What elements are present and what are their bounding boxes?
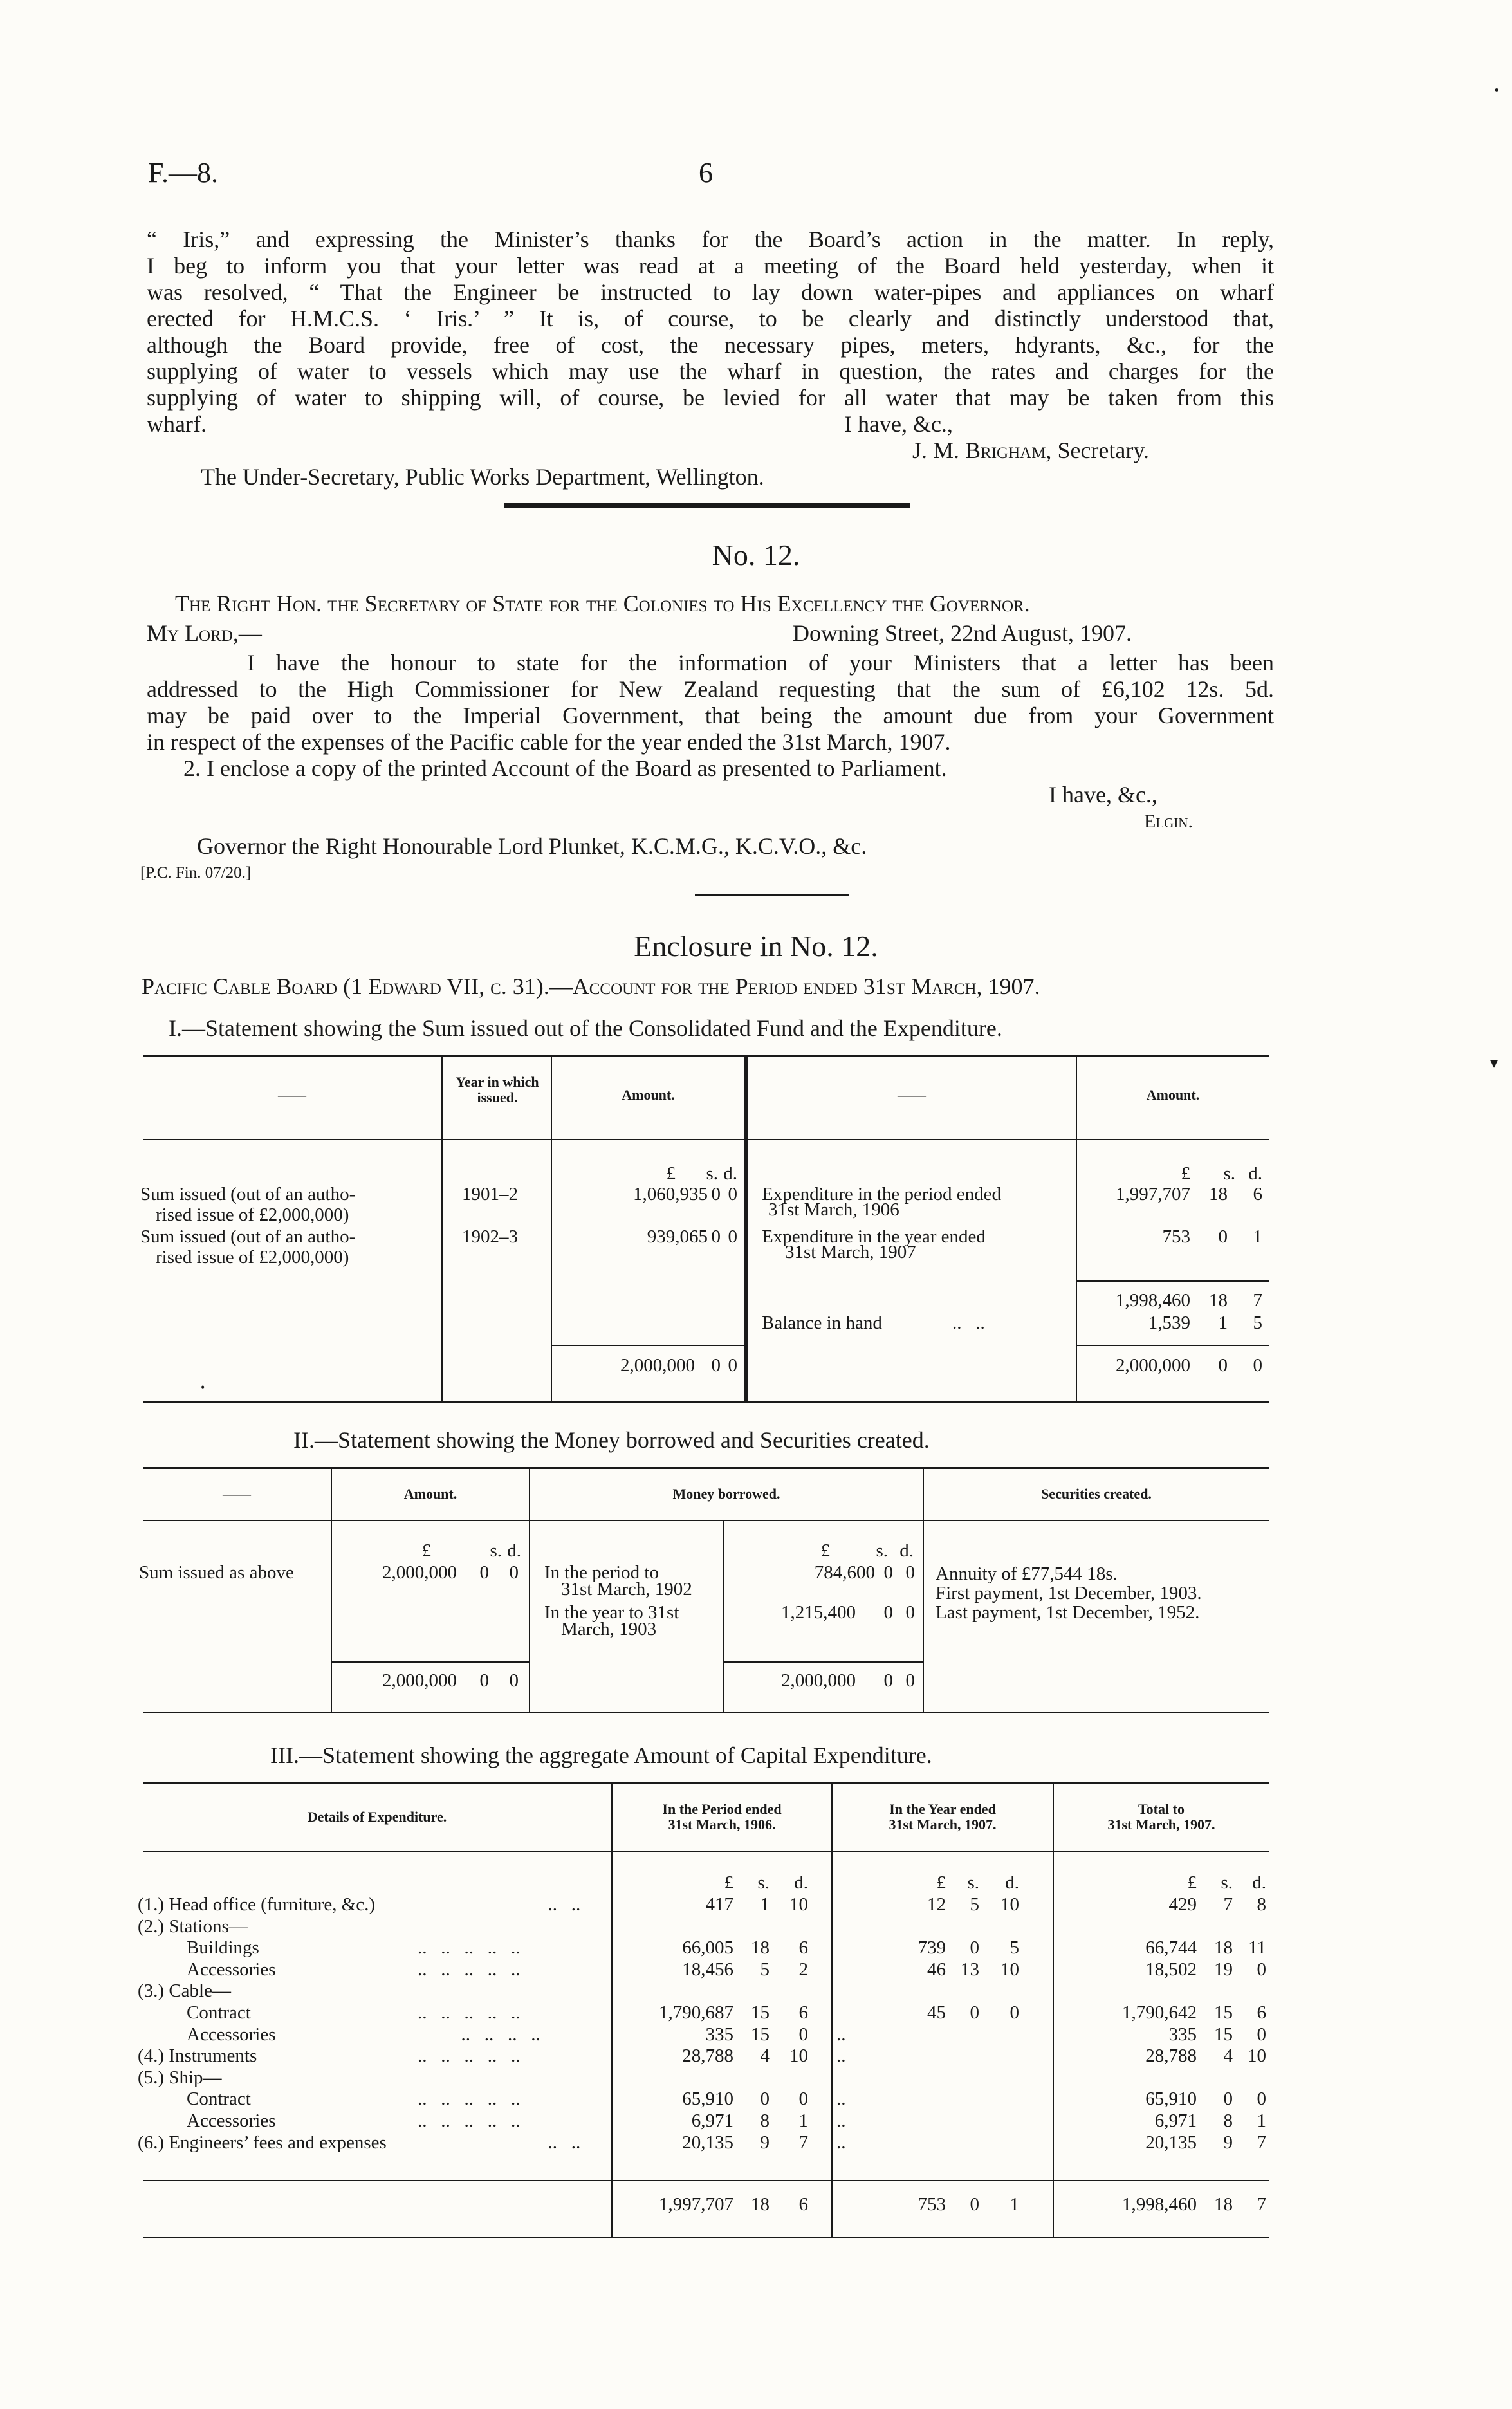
s3-unit-s: s.: [757, 1872, 770, 1893]
s3-cell-s: 4: [760, 2045, 770, 2066]
letter-continued: [147, 226, 1274, 411]
s3-cell-s: 18: [1214, 1937, 1233, 1958]
s2-borrowed-l: 784,600: [814, 1562, 875, 1583]
s1-unit-d2: d.: [1248, 1163, 1262, 1184]
s1-exp-d: 1: [1253, 1226, 1262, 1247]
no12-line: I have the honour to state for the information of your Ministers that a letter has been: [247, 650, 1274, 676]
s2-unit-l: £: [421, 1540, 431, 1561]
s1-unit-l2: £: [1181, 1163, 1190, 1184]
s3-total-l: 1,998,460: [1122, 2194, 1197, 2215]
s2-borrowed-row: In the year to 31st March, 1903: [544, 1602, 679, 1639]
s3-cell-l: 18,456: [682, 1959, 733, 1980]
s3-total-l: 1,997,707: [659, 2194, 733, 2215]
s3-row-label: (6.) Engineers’ fees and expenses: [138, 2132, 387, 2153]
s1-balance-d: 5: [1253, 1313, 1262, 1333]
s3-cell-l: 28,788: [1145, 2045, 1197, 2066]
s3-row-label: Accessories: [187, 1959, 276, 1980]
s1-year: 1901–2: [462, 1184, 518, 1204]
s2-unit-s: s.: [490, 1540, 502, 1561]
s3-cell-s: 1: [760, 1894, 770, 1915]
s2-borrowed-d: 0: [905, 1602, 915, 1623]
s2-borrowed-l: 1,215,400: [781, 1602, 856, 1623]
s3-row-label: Contract: [187, 2002, 251, 2023]
s3-row-dots: .. ..: [548, 2132, 581, 2153]
s3-cell-d: 1: [798, 2110, 808, 2131]
s3-total-d: 1: [1010, 2194, 1019, 2215]
s3-cell-l: 739: [917, 1937, 946, 1958]
s3-cell-blank: ..: [836, 2089, 846, 2109]
s3-unit-l: £: [1187, 1872, 1197, 1893]
s1-subtotal-d: 7: [1253, 1290, 1262, 1311]
s1-total-d: 0: [728, 1355, 737, 1376]
no12-line: may be paid over to the Imperial Government, that being the amount due from your Government: [147, 703, 1274, 728]
letter-addressee: The Under-Secretary, Public Works Department, Wellington.: [201, 464, 764, 490]
s1-year: 1902–3: [462, 1226, 518, 1247]
stray-mark: •: [201, 1381, 205, 1394]
s1-exp-d: 6: [1253, 1184, 1262, 1204]
no12-file-ref: [P.C. Fin. 07/20.]: [140, 864, 252, 881]
margin-mark: ▾: [1490, 1055, 1498, 1072]
s3-row-dots: .. .. .. .. ..: [418, 1937, 521, 1958]
page-ref: F.—8.: [148, 157, 218, 189]
s2-unit-d: d.: [507, 1540, 521, 1561]
s3-cell-s: 7: [1223, 1894, 1233, 1915]
s3-unit-d: d.: [1252, 1872, 1266, 1893]
no12-line: in respect of the expenses of the Pacific cable for the year ended the 31st March, 1907.: [147, 729, 951, 755]
s3-cell-s: 0: [1223, 2089, 1233, 2109]
s3-cell-blank: ..: [836, 2024, 846, 2045]
s1-right-total-d: 0: [1253, 1355, 1262, 1376]
s2-row-label: Sum issued as above: [139, 1562, 294, 1583]
s3-cell-d: 2: [798, 1959, 808, 1980]
s3-row-label: (2.) Stations—: [138, 1916, 248, 1937]
s3-row-label: (1.) Head office (furniture, &c.): [138, 1894, 376, 1915]
s1-unit-s2: s.: [1223, 1163, 1235, 1184]
s1-balance-dots: .. ..: [952, 1313, 985, 1333]
s1-subtotal-s: 18: [1209, 1290, 1228, 1311]
no12-closing: I have, &c.,: [1049, 782, 1157, 808]
s3-header-col3: Total to 31st March, 1907.: [1107, 1801, 1215, 1832]
s3-cell-blank: ..: [836, 2110, 846, 2131]
letter-line: “ Iris,” and expressing the Minister’s thanks for the Board’s action in the matter. In reply,: [147, 226, 1274, 252]
no12-body: [147, 650, 1274, 755]
enclosure-title: Enclosure in No. 12.: [634, 930, 878, 963]
s1-total-s: 0: [711, 1355, 721, 1376]
s1-balance-l: 1,539: [1148, 1313, 1190, 1333]
s3-cell-d: 6: [1257, 2002, 1266, 2023]
s2-amount-s: 0: [479, 1562, 489, 1583]
no12-para2: 2. I enclose a copy of the printed Account of the Board as presented to Parliament.: [183, 755, 947, 781]
s1-header-year: Year in which issued.: [456, 1074, 539, 1105]
s3-cell-l: 45: [927, 2002, 946, 2023]
s3-cell-l: 335: [705, 2024, 733, 2045]
s3-cell-l: 1,790,687: [659, 2002, 733, 2023]
letter-signature: [912, 438, 1149, 464]
s3-cell-l: 65,910: [682, 2089, 733, 2109]
s2-total-borrowed-d: 0: [905, 1670, 915, 1691]
s3-cell-s: 5: [760, 1959, 770, 1980]
s3-cell-l: 66,744: [1145, 1937, 1197, 1958]
s3-cell-d: 10: [1000, 1894, 1019, 1915]
s1-amount-d: 0: [728, 1226, 737, 1247]
s3-row-label: (5.) Ship—: [138, 2067, 222, 2088]
section-divider: [504, 503, 910, 508]
s3-cell-s: 15: [751, 2024, 770, 2045]
statement1-title: I.—Statement showing the Sum issued out of the Consolidated Fund and the Expenditure.: [169, 1015, 1002, 1041]
s2-unit-l2: £: [820, 1540, 830, 1561]
s3-cell-d: 10: [789, 1894, 808, 1915]
s3-cell-s: 15: [1214, 2024, 1233, 2045]
s1-subtotal-l: 1,998,460: [1116, 1290, 1190, 1311]
s3-cell-s: 13: [961, 1959, 979, 1980]
letter-line: erected for H.M.C.S. ‘ Iris.’ ” It is, of course, to be clearly and distinctly understood that,: [147, 306, 1274, 331]
s1-amount-d: 0: [728, 1184, 737, 1204]
s1-right-total-s: 0: [1218, 1355, 1228, 1376]
s2-unit-s2: s.: [876, 1540, 888, 1561]
s3-total-l: 753: [917, 2194, 946, 2215]
s3-row-label: Buildings: [187, 1937, 259, 1958]
s3-cell-s: 8: [1223, 2110, 1233, 2131]
s2-borrowed-row: In the period to 31st March, 1902: [544, 1562, 692, 1600]
no12-title: No. 12.: [712, 539, 800, 571]
s3-unit-d: d.: [794, 1872, 808, 1893]
s3-unit-l: £: [724, 1872, 733, 1893]
s3-cell-d: 11: [1248, 1937, 1266, 1958]
s3-total-s: 18: [751, 2194, 770, 2215]
s3-cell-l: 28,788: [682, 2045, 733, 2066]
s3-cell-s: 0: [760, 2089, 770, 2109]
s3-row-dots: .. .. .. .. ..: [418, 2089, 521, 2109]
s1-unit-s: s.: [706, 1163, 718, 1184]
no12-place-date: Downing Street, 22nd August, 1907.: [793, 620, 1132, 646]
s3-row-label: Accessories: [187, 2024, 276, 2045]
s3-cell-d: 6: [798, 2002, 808, 2023]
s2-header-securities: Securities created.: [1041, 1486, 1152, 1502]
s1-unit-d: d.: [723, 1163, 737, 1184]
s3-cell-l: 20,135: [682, 2132, 733, 2153]
s3-cell-s: 9: [1223, 2132, 1233, 2153]
s1-exp-l: 1,997,707: [1116, 1184, 1190, 1204]
s3-cell-l: 20,135: [1145, 2132, 1197, 2153]
s1-header-amount2: Amount.: [1146, 1087, 1200, 1103]
s3-cell-l: 6,971: [1154, 2110, 1197, 2131]
s3-cell-l: 18,502: [1145, 1959, 1197, 1980]
s2-amount-d: 0: [509, 1562, 519, 1583]
s3-cell-d: 0: [1257, 1959, 1266, 1980]
s1-header-dash: ——: [278, 1087, 306, 1103]
s1-right-row: Expenditure in the period ended 31st March, 1906: [762, 1184, 1002, 1220]
s3-unit-l: £: [936, 1872, 946, 1893]
s3-cell-s: 18: [751, 1937, 770, 1958]
s1-right-row: Expenditure in the year ended 31st March, 1907: [762, 1226, 986, 1262]
letter-line: supplying of water to vessels which may use the wharf in question, the rates and charges for the: [147, 358, 1274, 384]
s3-cell-d: 0: [1257, 2089, 1266, 2109]
s3-cell-d: 10: [1248, 2045, 1266, 2066]
s3-row-dots: .. .. .. ..: [461, 2024, 540, 2045]
letter-closing: I have, &c.,: [844, 411, 953, 437]
s3-row-dots: .. .. .. .. ..: [418, 2045, 521, 2066]
s3-cell-d: 6: [798, 1937, 808, 1958]
no12-line: addressed to the High Commissioner for New Zealand requesting that the sum of £6,102 12s. 5d.: [147, 676, 1274, 702]
s2-header-amount: Amount.: [403, 1486, 457, 1502]
s1-amount-s: 0: [711, 1184, 721, 1204]
s3-cell-d: 0: [798, 2024, 808, 2045]
letter-line: although the Board provide, free of cost, the necessary pipes, meters, hdyrants, &c., for the: [147, 332, 1274, 358]
s3-row-label: (3.) Cable—: [138, 1980, 231, 2001]
s3-cell-d: 0: [1010, 2002, 1019, 2023]
s3-cell-l: 12: [927, 1894, 946, 1915]
s3-total-s: 18: [1214, 2194, 1233, 2215]
s2-amount-l: 2,000,000: [382, 1562, 457, 1583]
s3-row-dots: .. .. .. .. ..: [418, 1959, 521, 1980]
s3-cell-s: 8: [760, 2110, 770, 2131]
s3-cell-blank: ..: [836, 2045, 846, 2066]
s3-cell-d: 1: [1257, 2110, 1266, 2131]
s3-cell-d: 8: [1257, 1894, 1266, 1915]
statement3-title: III.—Statement showing the aggregate Amount of Capital Expenditure.: [270, 1742, 932, 1768]
divider: [695, 894, 849, 896]
s1-header-amount: Amount.: [622, 1087, 675, 1103]
s2-total-borrowed-l: 2,000,000: [781, 1670, 856, 1691]
s3-cell-l: 6,971: [691, 2110, 733, 2131]
s3-header-details: Details of Expenditure.: [307, 1809, 447, 1825]
letter-line: was resolved, “ That the Engineer be instructed to lay down water-pipes and appliances on wharf: [147, 279, 1274, 305]
s3-total-s: 0: [970, 2194, 979, 2215]
s3-cell-blank: ..: [836, 2132, 846, 2153]
s3-row-dots: .. .. .. .. ..: [418, 2002, 521, 2023]
s3-cell-l: 66,005: [682, 1937, 733, 1958]
s3-unit-s: s.: [967, 1872, 979, 1893]
s3-header-col2: In the Year ended 31st March, 1907.: [889, 1801, 997, 1832]
s3-row-label: Contract: [187, 2089, 251, 2109]
s2-total-amount-l: 2,000,000: [382, 1670, 457, 1691]
s2-borrowed-d: 0: [905, 1562, 915, 1583]
s3-row-dots: .. .. .. .. ..: [418, 2110, 521, 2131]
s3-cell-d: 5: [1010, 1937, 1019, 1958]
s3-cell-l: 417: [705, 1894, 733, 1915]
s2-unit-d2: d.: [899, 1540, 914, 1561]
s1-exp-l: 753: [1162, 1226, 1190, 1247]
s3-cell-l: 1,790,642: [1122, 2002, 1197, 2023]
s1-exp-s: 0: [1218, 1226, 1228, 1247]
s3-cell-l: 46: [927, 1959, 946, 1980]
s2-securities: Annuity of £77,544 18s. First payment, 1st December, 1903. Last payment, 1st December, 1952.: [936, 1564, 1202, 1623]
s3-cell-s: 5: [970, 1894, 979, 1915]
s1-total-l: 2,000,000: [620, 1355, 695, 1376]
s3-header-col1: In the Period ended 31st March, 1906.: [662, 1801, 782, 1832]
page-number: 6: [699, 157, 713, 189]
s3-total-d: 6: [798, 2194, 808, 2215]
s3-cell-s: 15: [1214, 2002, 1233, 2023]
s3-cell-s: 15: [751, 2002, 770, 2023]
s3-row-dots: .. ..: [548, 1894, 581, 1915]
s3-cell-d: 7: [798, 2132, 808, 2153]
s1-balance-s: 1: [1218, 1313, 1228, 1333]
s3-row-label: Accessories: [187, 2110, 276, 2131]
s3-unit-d: d.: [1005, 1872, 1019, 1893]
s3-cell-s: 0: [970, 1937, 979, 1958]
letter-last-line: wharf.: [147, 411, 207, 437]
s3-cell-d: 0: [1257, 2024, 1266, 2045]
s2-borrowed-s: 0: [883, 1562, 893, 1583]
s3-cell-l: 429: [1168, 1894, 1197, 1915]
s3-cell-d: 0: [798, 2089, 808, 2109]
signature-name: J. M. Brigham,: [912, 438, 1052, 463]
statement2-title: II.—Statement showing the Money borrowed and Securities created.: [293, 1427, 930, 1453]
s3-cell-d: 10: [1000, 1959, 1019, 1980]
s3-cell-s: 0: [970, 2002, 979, 2023]
s1-amount-s: 0: [711, 1226, 721, 1247]
s2-borrowed-s: 0: [883, 1602, 893, 1623]
s3-unit-s: s.: [1221, 1872, 1233, 1893]
letter-line: I beg to inform you that your letter was read at a meeting of the Board held yesterday, when it: [147, 253, 1274, 279]
s3-row-label: (4.) Instruments: [138, 2045, 257, 2066]
s2-total-amount-s: 0: [479, 1670, 489, 1691]
s2-total-amount-d: 0: [509, 1670, 519, 1691]
no12-salutation: My Lord,—: [147, 620, 262, 646]
margin-mark: •: [1494, 82, 1500, 99]
letter-line: supplying of water to shipping will, of course, be levied for all water that may be taken from this: [147, 385, 1274, 411]
s1-right-total-l: 2,000,000: [1116, 1355, 1190, 1376]
s1-exp-s: 18: [1209, 1184, 1228, 1204]
s3-cell-l: 65,910: [1145, 2089, 1197, 2109]
s3-total-d: 7: [1257, 2194, 1266, 2215]
signature-title: Secretary.: [1057, 438, 1150, 463]
s1-header-dash2: ——: [898, 1087, 926, 1103]
s2-header-money: Money borrowed.: [672, 1486, 780, 1502]
s1-left-row: Sum issued (out of an autho- rised issue of £2,000,000): [140, 1226, 356, 1268]
s3-cell-s: 19: [1214, 1959, 1233, 1980]
s2-header-dash: ——: [223, 1486, 251, 1502]
s3-cell-s: 4: [1223, 2045, 1233, 2066]
s1-amount-l: 1,060,935: [633, 1184, 708, 1204]
s3-cell-d: 7: [1257, 2132, 1266, 2153]
s2-total-borrowed-s: 0: [883, 1670, 893, 1691]
s1-unit-l: £: [666, 1163, 676, 1184]
s3-cell-s: 9: [760, 2132, 770, 2153]
enclosure-subtitle: Pacific Cable Board (1 Edward VII, c. 31).—Account for the Period ended 31st March, 1907.: [142, 974, 1040, 999]
s3-cell-d: 10: [789, 2045, 808, 2066]
s3-cell-l: 335: [1168, 2024, 1197, 2045]
no12-signature: Elgin.: [1144, 811, 1193, 832]
no12-from-line: The Right Hon. the Secretary of State for the Colonies to His Excellency the Governor.: [175, 591, 1030, 616]
s1-balance-label: Balance in hand: [762, 1313, 882, 1333]
no12-addressee: Governor the Right Honourable Lord Plunket, K.C.M.G., K.C.V.O., &c.: [197, 833, 867, 859]
s1-amount-l: 939,065: [647, 1226, 708, 1247]
s1-left-row: Sum issued (out of an autho- rised issue of £2,000,000): [140, 1184, 356, 1225]
